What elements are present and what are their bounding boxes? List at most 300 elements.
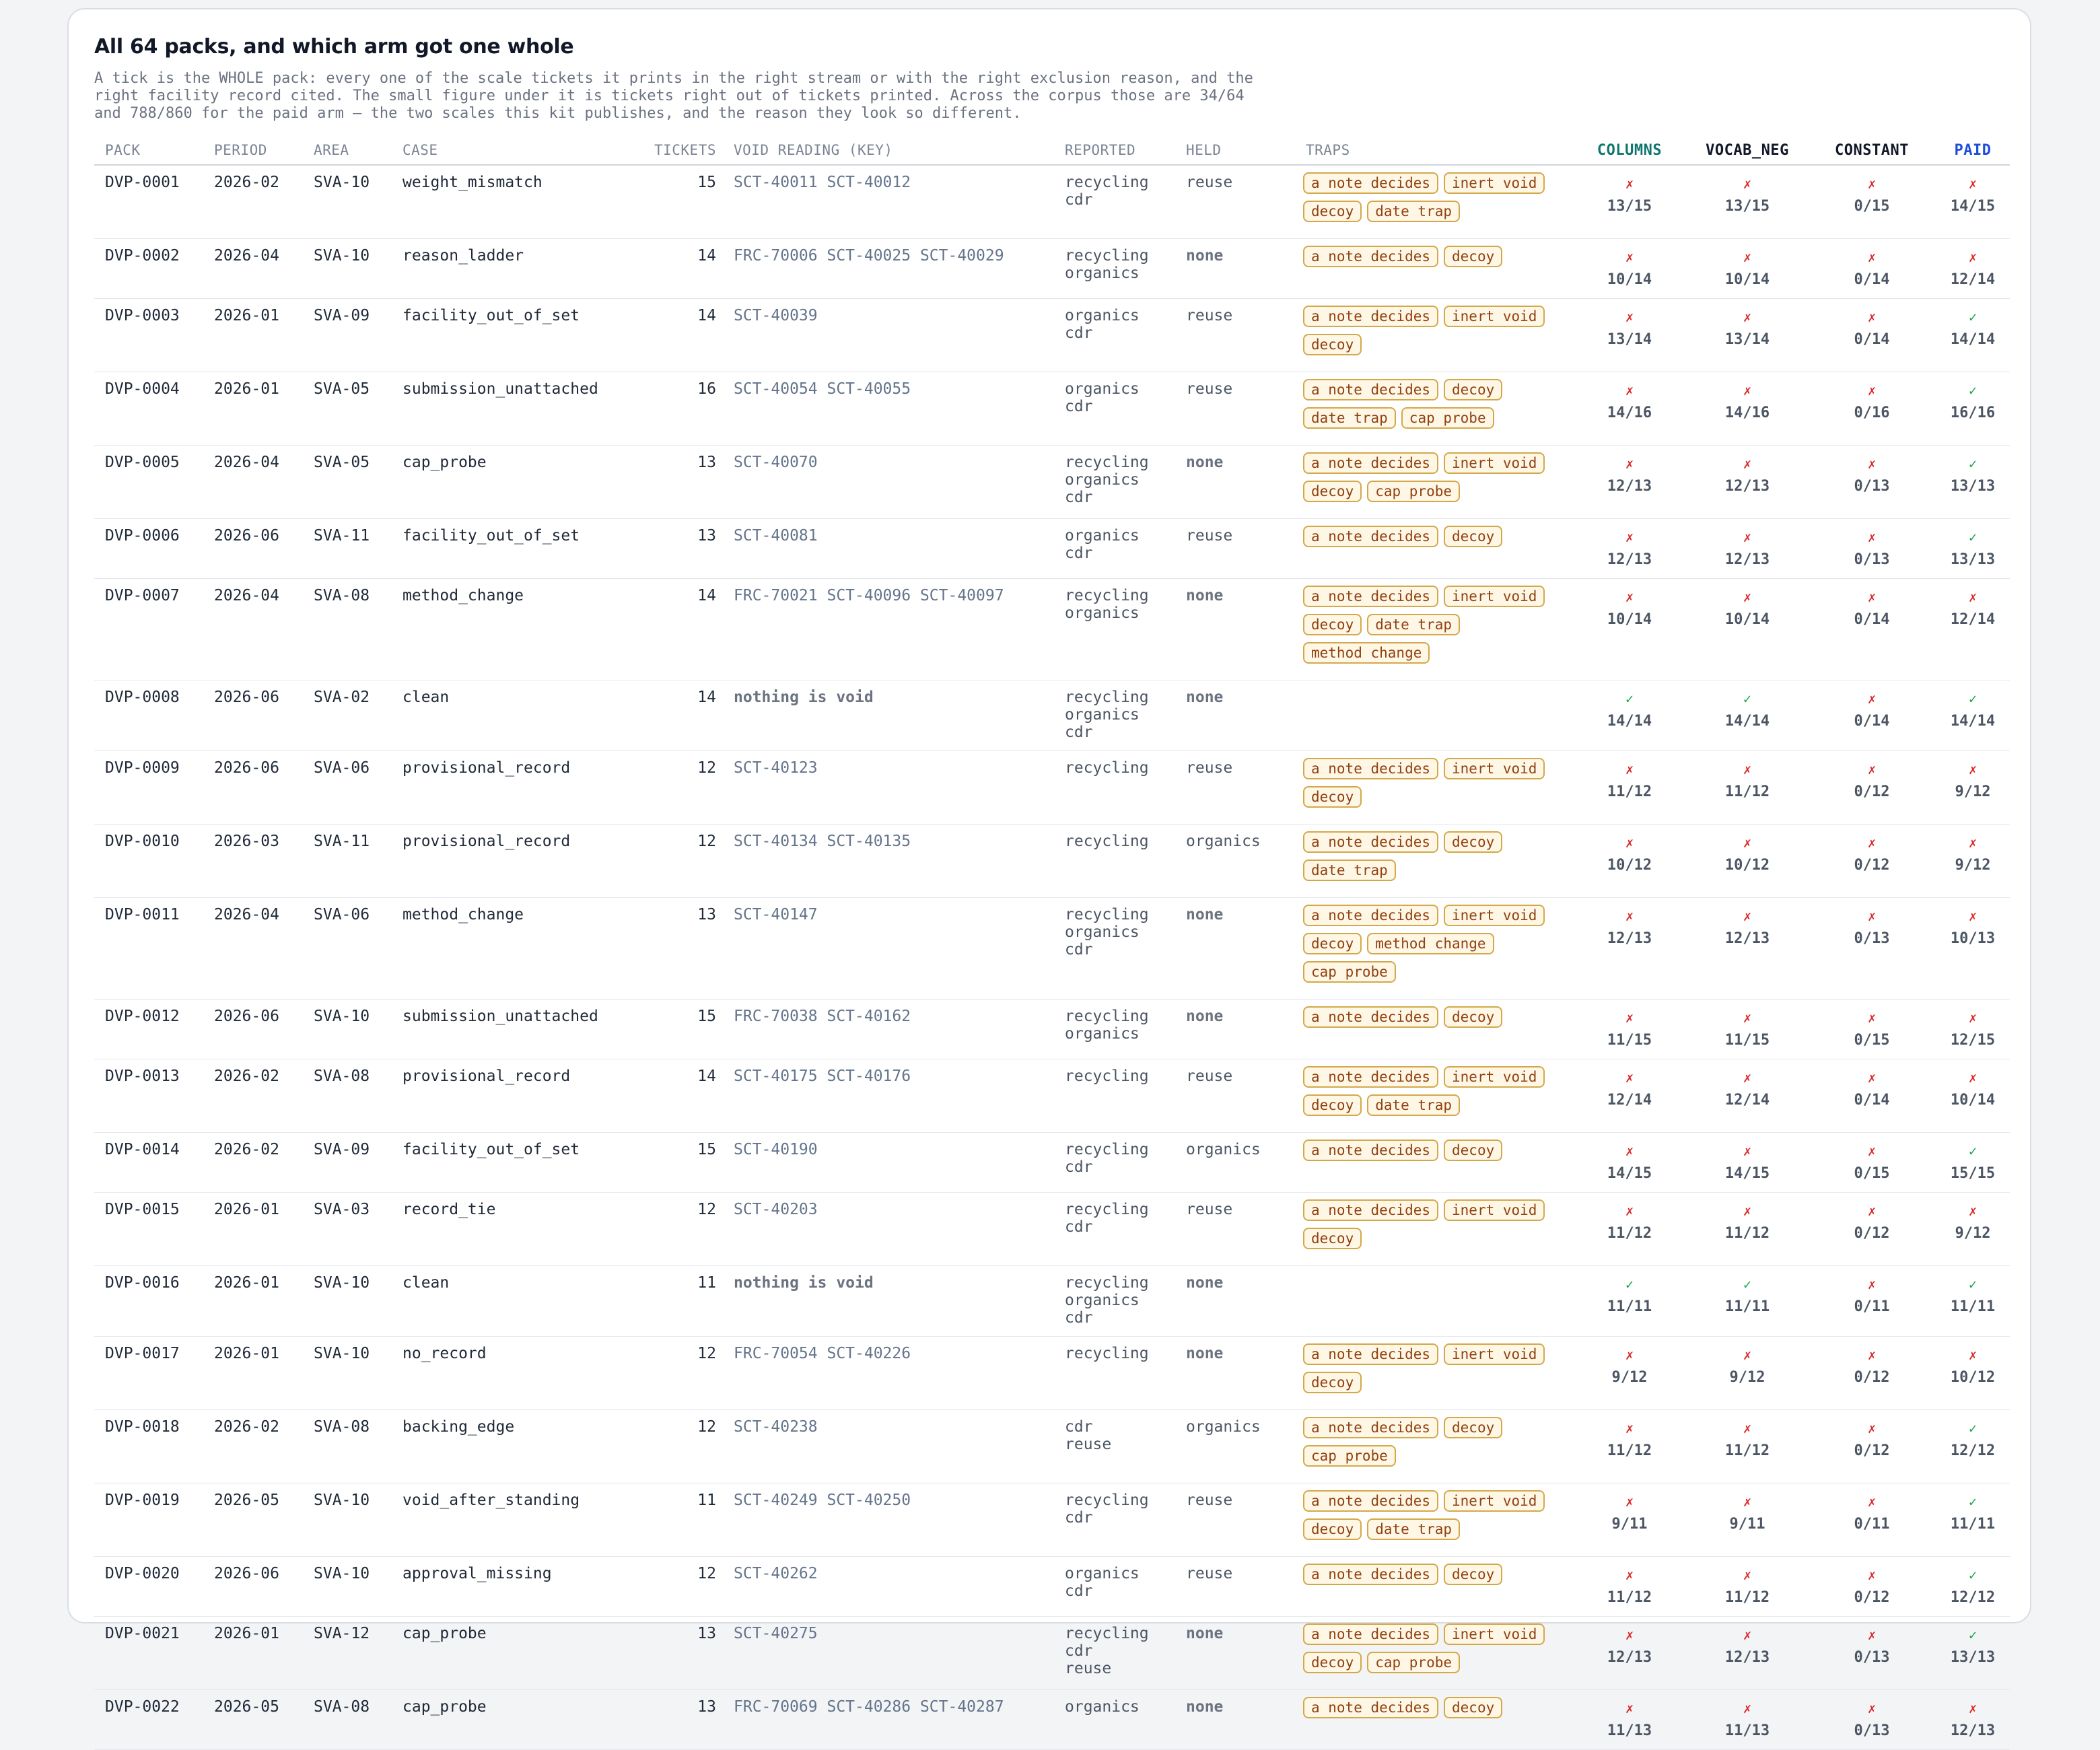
table-row[interactable] (94, 680, 2010, 751)
arm-columns-cell (1572, 825, 1687, 898)
cross-icon: ✗ (1867, 456, 1877, 472)
pack-id: DVP-0002 (94, 239, 203, 299)
tickets-right-score: 13/14 (1607, 331, 1652, 348)
area: SVA-10 (303, 1483, 392, 1557)
tickets-right-score: 9/12 (1955, 783, 1991, 800)
col-header-case[interactable]: CASE (392, 136, 638, 165)
trap-chip: inert void (1444, 1623, 1545, 1645)
trap-chip: inert void (1444, 1490, 1545, 1512)
tickets-right-score: 12/14 (1950, 271, 1996, 288)
tickets-right-score: 0/12 (1854, 857, 1890, 874)
arm-vocab-neg-cell (1687, 751, 1808, 825)
table-row[interactable] (94, 239, 2010, 299)
arm-columns-cell (1572, 1193, 1687, 1266)
check-icon: ✓ (1968, 1420, 1978, 1436)
reported-stream: recycling (1065, 689, 1149, 706)
arm-paid-cell (1936, 1690, 2010, 1750)
pack-id: DVP-0001 (94, 165, 203, 239)
col-header-columns[interactable]: COLUMNS (1572, 136, 1687, 165)
cross-icon: ✗ (1625, 529, 1634, 545)
packs-table (94, 136, 2010, 1750)
held-value: none (1186, 1274, 1224, 1292)
void-reading-cell (723, 1483, 1054, 1557)
tickets-right-score: 11/12 (1607, 1225, 1652, 1242)
table-row[interactable] (94, 1059, 2010, 1133)
held-value: reuse (1186, 307, 1233, 324)
check-icon: ✓ (1968, 382, 1978, 398)
cross-icon: ✗ (1625, 1627, 1634, 1643)
case: provisional_record (392, 825, 638, 898)
void-reading-cell (723, 1133, 1054, 1193)
check-icon: ✓ (1625, 1276, 1634, 1292)
reported-stream: recycling (1065, 1141, 1149, 1158)
reported-cell (1054, 825, 1175, 898)
tickets-right-score: 11/12 (1724, 1225, 1770, 1242)
trap-chip: a note decides (1303, 905, 1438, 926)
tickets-right-score: 10/12 (1607, 857, 1652, 874)
held-cell (1175, 1193, 1295, 1266)
reported-stream: cdr (1065, 545, 1093, 562)
table-row[interactable] (94, 1133, 2010, 1193)
tickets-right-score: 14/15 (1607, 1165, 1652, 1182)
arm-vocab-neg-cell (1687, 165, 1808, 239)
tickets-right-score: 11/13 (1607, 1722, 1652, 1739)
tickets-right-score: 10/14 (1607, 611, 1652, 628)
table-row[interactable] (94, 825, 2010, 898)
area: SVA-10 (303, 1337, 392, 1410)
table-row[interactable] (94, 1266, 2010, 1337)
trap-chip: a note decides (1303, 1006, 1438, 1028)
table-row[interactable] (94, 1000, 2010, 1059)
void-reading: SCT-40190 (734, 1141, 818, 1158)
void-reading: SCT-40203 (734, 1201, 818, 1218)
trap-chip: cap probe (1303, 961, 1396, 983)
tickets-right-score: 0/12 (1854, 783, 1890, 800)
void-reading-cell (723, 825, 1054, 898)
col-header-held[interactable]: HELD (1175, 136, 1295, 165)
tickets-right-score: 9/12 (1611, 1369, 1648, 1386)
pack-id: DVP-0005 (94, 446, 203, 519)
traps-cell (1295, 1059, 1572, 1133)
tickets-count: 12 (638, 825, 723, 898)
tickets-right-score: 12/13 (1724, 551, 1770, 568)
arm-vocab-neg-cell (1687, 372, 1808, 446)
reported-stream: recycling (1065, 906, 1149, 923)
period: 2026-04 (203, 579, 303, 680)
arm-columns-cell (1572, 1133, 1687, 1193)
tickets-right-score: 11/11 (1950, 1516, 1996, 1533)
reported-stream: organics (1065, 380, 1140, 398)
table-row[interactable] (94, 1483, 2010, 1557)
cross-icon: ✗ (1867, 382, 1877, 398)
tickets-right-score: 11/12 (1607, 1442, 1652, 1459)
trap-chip: decoy (1303, 1228, 1362, 1249)
table-row[interactable] (94, 165, 2010, 239)
reported-stream: recycling (1065, 1068, 1149, 1085)
held-value: none (1186, 1625, 1224, 1642)
reported-stream: recycling (1065, 1492, 1149, 1509)
period: 2026-06 (203, 1000, 303, 1059)
tickets-right-score: 12/13 (1724, 1649, 1770, 1666)
cross-icon: ✗ (1625, 1203, 1634, 1219)
void-reading-cell (723, 1410, 1054, 1483)
tickets-right-score: 15/15 (1950, 1165, 1996, 1182)
col-header-period[interactable]: PERIOD (203, 136, 303, 165)
tickets-right-score: 0/14 (1854, 331, 1890, 348)
area: SVA-09 (303, 1133, 392, 1193)
trap-chip: inert void (1444, 172, 1545, 194)
tickets-count: 13 (638, 1617, 723, 1690)
void-reading: SCT-40011 SCT-40012 (734, 174, 911, 191)
col-header-vocab-neg[interactable]: VOCAB_NEG (1687, 136, 1808, 165)
arm-vocab-neg-cell (1687, 579, 1808, 680)
arm-paid-cell (1936, 1000, 2010, 1059)
pack-id: DVP-0010 (94, 825, 203, 898)
held-value: reuse (1186, 1201, 1233, 1218)
void-reading: SCT-40249 SCT-40250 (734, 1492, 911, 1509)
table-header-row (94, 136, 2010, 165)
reported-cell (1054, 1337, 1175, 1410)
cross-icon: ✗ (1968, 249, 1978, 265)
table-row[interactable] (94, 1557, 2010, 1617)
trap-chip: a note decides (1303, 1697, 1438, 1718)
arm-paid-cell (1936, 1337, 2010, 1410)
reported-stream: cdr (1065, 191, 1093, 209)
cross-icon: ✗ (1625, 309, 1634, 325)
trap-chip: a note decides (1303, 1140, 1438, 1161)
area: SVA-05 (303, 446, 392, 519)
case: cap_probe (392, 1690, 638, 1750)
area: SVA-08 (303, 1059, 392, 1133)
col-header-area[interactable]: AREA (303, 136, 392, 165)
void-reading: FRC-70038 SCT-40162 (734, 1008, 911, 1025)
held-value: none (1186, 1345, 1224, 1362)
reported-stream: cdr (1065, 1158, 1093, 1176)
table-row[interactable] (94, 519, 2010, 579)
tickets-right-score: 9/11 (1729, 1516, 1765, 1533)
cross-icon: ✗ (1625, 835, 1634, 851)
period: 2026-05 (203, 1690, 303, 1750)
col-header-void-reading[interactable]: VOID READING (KEY) (723, 136, 1054, 165)
trap-chip: inert void (1444, 452, 1545, 474)
reported-stream: organics (1065, 265, 1140, 282)
tickets-right-score: 0/14 (1854, 271, 1890, 288)
trap-chip: date trap (1303, 407, 1396, 429)
arm-paid-cell (1936, 751, 2010, 825)
cross-icon: ✗ (1867, 908, 1877, 924)
col-header-paid[interactable]: PAID (1936, 136, 2010, 165)
held-value: reuse (1186, 759, 1233, 777)
trap-chip: date trap (1367, 1518, 1460, 1540)
void-reading: nothing is void (734, 689, 874, 706)
arm-constant-cell (1808, 579, 1936, 680)
arm-columns-cell (1572, 579, 1687, 680)
cross-icon: ✗ (1743, 1494, 1752, 1510)
void-reading: FRC-70054 SCT-40226 (734, 1345, 911, 1362)
area: SVA-10 (303, 239, 392, 299)
tickets-right-score: 11/15 (1724, 1032, 1770, 1049)
held-cell (1175, 825, 1295, 898)
cross-icon: ✗ (1867, 691, 1877, 707)
void-reading-cell (723, 239, 1054, 299)
tickets-right-score: 12/14 (1950, 611, 1996, 628)
reported-stream: recycling (1065, 1625, 1149, 1642)
case: provisional_record (392, 1059, 638, 1133)
tickets-right-score: 14/16 (1607, 405, 1652, 421)
check-icon: ✓ (1968, 1567, 1978, 1583)
void-reading: SCT-40275 (734, 1625, 818, 1642)
cross-icon: ✗ (1625, 176, 1634, 192)
arm-vocab-neg-cell (1687, 1266, 1808, 1337)
traps-cell (1295, 1266, 1572, 1337)
held-cell (1175, 1000, 1295, 1059)
trap-chip: date trap (1303, 860, 1396, 881)
check-icon: ✓ (1625, 691, 1634, 707)
trap-chip: a note decides (1303, 831, 1438, 853)
void-reading-cell (723, 372, 1054, 446)
pack-id: DVP-0017 (94, 1337, 203, 1410)
void-reading: FRC-70069 SCT-40286 SCT-40287 (734, 1698, 1004, 1716)
reported-stream: recycling (1065, 1345, 1149, 1362)
arm-paid-cell (1936, 1617, 2010, 1690)
col-header-constant[interactable]: CONSTANT (1808, 136, 1936, 165)
tickets-right-score: 0/13 (1854, 1649, 1890, 1666)
tickets-count: 12 (638, 1410, 723, 1483)
reported-stream: organics (1065, 1565, 1140, 1582)
period: 2026-04 (203, 446, 303, 519)
arm-columns-cell (1572, 680, 1687, 751)
tickets-right-score: 13/14 (1724, 331, 1770, 348)
tickets-right-score: 0/15 (1854, 1165, 1890, 1182)
table-row[interactable] (94, 1193, 2010, 1266)
trap-chip: cap probe (1401, 407, 1494, 429)
tickets-right-score: 0/14 (1854, 1092, 1890, 1109)
trap-chip: decoy (1444, 379, 1502, 400)
void-reading-cell (723, 751, 1054, 825)
trap-chip: inert void (1444, 1343, 1545, 1365)
packs-table-body (94, 165, 2010, 1750)
table-row[interactable] (94, 751, 2010, 825)
col-header-pack[interactable]: PACK (94, 136, 203, 165)
trap-chip: decoy (1303, 1652, 1362, 1673)
reported-cell (1054, 898, 1175, 1000)
reported-stream: cdr (1065, 489, 1093, 506)
trap-chip: cap probe (1367, 1652, 1460, 1673)
reported-cell (1054, 165, 1175, 239)
tickets-right-score: 14/16 (1724, 405, 1770, 421)
cross-icon: ✗ (1743, 249, 1752, 265)
held-cell (1175, 1059, 1295, 1133)
period: 2026-06 (203, 751, 303, 825)
tickets-right-score: 11/11 (1950, 1298, 1996, 1315)
table-row[interactable] (94, 1410, 2010, 1483)
col-header-tickets[interactable]: TICKETS (638, 136, 723, 165)
arm-columns-cell (1572, 165, 1687, 239)
period: 2026-06 (203, 1557, 303, 1617)
table-row[interactable] (94, 372, 2010, 446)
tickets-right-score: 11/11 (1607, 1298, 1652, 1315)
case: facility_out_of_set (392, 299, 638, 372)
arm-columns-cell (1572, 751, 1687, 825)
trap-chip: a note decides (1303, 1490, 1438, 1512)
cross-icon: ✗ (1743, 382, 1752, 398)
tickets-right-score: 13/15 (1607, 198, 1652, 215)
cross-icon: ✗ (1743, 589, 1752, 605)
cross-icon: ✗ (1743, 176, 1752, 192)
held-value: none (1186, 689, 1224, 706)
held-value: reuse (1186, 1565, 1233, 1582)
table-row[interactable] (94, 579, 2010, 680)
area: SVA-08 (303, 1690, 392, 1750)
reported-stream: cdr (1065, 724, 1093, 741)
cross-icon: ✗ (1867, 309, 1877, 325)
cross-icon: ✗ (1743, 1567, 1752, 1583)
pack-id: DVP-0022 (94, 1690, 203, 1750)
arm-vocab-neg-cell (1687, 825, 1808, 898)
pack-id: DVP-0014 (94, 1133, 203, 1193)
cross-icon: ✗ (1867, 176, 1877, 192)
cross-icon: ✗ (1968, 589, 1978, 605)
trap-chip: date trap (1367, 201, 1460, 222)
reported-cell (1054, 1059, 1175, 1133)
pack-id: DVP-0020 (94, 1557, 203, 1617)
table-row[interactable] (94, 1617, 2010, 1690)
held-cell (1175, 1410, 1295, 1483)
arm-constant-cell (1808, 519, 1936, 579)
tickets-right-score: 11/12 (1607, 783, 1652, 800)
cross-icon: ✗ (1968, 1700, 1978, 1716)
arm-paid-cell (1936, 1557, 2010, 1617)
table-row[interactable] (94, 446, 2010, 519)
trap-chip: inert void (1444, 905, 1545, 926)
arm-paid-cell (1936, 579, 2010, 680)
case: method_change (392, 898, 638, 1000)
void-reading-cell (723, 519, 1054, 579)
pack-id: DVP-0021 (94, 1617, 203, 1690)
tickets-count: 12 (638, 1337, 723, 1410)
held-cell (1175, 165, 1295, 239)
reported-stream: organics (1065, 706, 1140, 724)
reported-stream: recycling (1065, 1274, 1149, 1292)
held-value: organics (1186, 1418, 1261, 1436)
reported-stream: organics (1065, 604, 1140, 622)
case: no_record (392, 1337, 638, 1410)
cross-icon: ✗ (1867, 1070, 1877, 1086)
tickets-right-score: 10/14 (1950, 1092, 1996, 1109)
trap-chip: decoy (1303, 1518, 1362, 1540)
col-header-reported[interactable]: REPORTED (1054, 136, 1175, 165)
col-header-traps[interactable]: TRAPS (1295, 136, 1572, 165)
trap-chip: a note decides (1303, 379, 1438, 400)
arm-columns-cell (1572, 239, 1687, 299)
void-reading: FRC-70006 SCT-40025 SCT-40029 (734, 247, 1004, 265)
held-value: reuse (1186, 527, 1233, 545)
tickets-right-score: 0/12 (1854, 1225, 1890, 1242)
case: approval_missing (392, 1557, 638, 1617)
arm-vocab-neg-cell (1687, 519, 1808, 579)
traps-cell (1295, 825, 1572, 898)
reported-cell (1054, 1557, 1175, 1617)
held-cell (1175, 579, 1295, 680)
case: submission_unattached (392, 1000, 638, 1059)
table-row[interactable] (94, 1337, 2010, 1410)
traps-cell (1295, 1337, 1572, 1410)
check-icon: ✓ (1968, 1627, 1978, 1643)
tickets-count: 11 (638, 1266, 723, 1337)
void-reading-cell (723, 1193, 1054, 1266)
tickets-right-score: 14/14 (1607, 713, 1652, 730)
traps-cell (1295, 519, 1572, 579)
table-row[interactable] (94, 299, 2010, 372)
reported-cell (1054, 1266, 1175, 1337)
traps-cell (1295, 751, 1572, 825)
trap-chip: a note decides (1303, 1343, 1438, 1365)
check-icon: ✓ (1968, 1143, 1978, 1159)
trap-chip: cap probe (1367, 481, 1460, 502)
arm-columns-cell (1572, 1000, 1687, 1059)
arm-constant-cell (1808, 1133, 1936, 1193)
arm-vocab-neg-cell (1687, 1690, 1808, 1750)
area: SVA-03 (303, 1193, 392, 1266)
held-cell (1175, 372, 1295, 446)
trap-chip: decoy (1444, 1006, 1502, 1028)
tickets-right-score: 10/12 (1950, 1369, 1996, 1386)
cross-icon: ✗ (1867, 589, 1877, 605)
cross-icon: ✗ (1743, 309, 1752, 325)
area: SVA-08 (303, 1410, 392, 1483)
cross-icon: ✗ (1743, 761, 1752, 777)
period: 2026-01 (203, 1193, 303, 1266)
cross-icon: ✗ (1867, 1494, 1877, 1510)
reported-stream: cdr (1065, 1582, 1093, 1600)
held-value: reuse (1186, 174, 1233, 191)
tickets-right-score: 0/15 (1854, 198, 1890, 215)
void-reading-cell (723, 1337, 1054, 1410)
cross-icon: ✗ (1625, 1700, 1634, 1716)
cross-icon: ✗ (1743, 456, 1752, 472)
case: cap_probe (392, 446, 638, 519)
cross-icon: ✗ (1867, 761, 1877, 777)
reported-stream: recycling (1065, 174, 1149, 191)
held-cell (1175, 1483, 1295, 1557)
trap-chip: decoy (1444, 526, 1502, 547)
cross-icon: ✗ (1968, 1347, 1978, 1363)
area: SVA-02 (303, 680, 392, 751)
table-row[interactable] (94, 898, 2010, 1000)
held-cell (1175, 751, 1295, 825)
traps-cell (1295, 1193, 1572, 1266)
cross-icon: ✗ (1867, 1567, 1877, 1583)
area: SVA-10 (303, 165, 392, 239)
period: 2026-02 (203, 165, 303, 239)
held-value: none (1186, 906, 1224, 923)
tickets-right-score: 14/15 (1724, 1165, 1770, 1182)
reported-stream: cdr (1065, 941, 1093, 958)
tickets-right-score: 11/12 (1724, 1589, 1770, 1606)
held-cell (1175, 239, 1295, 299)
cross-icon: ✗ (1625, 1010, 1634, 1026)
reported-cell (1054, 579, 1175, 680)
trap-chip: a note decides (1303, 1066, 1438, 1088)
reported-stream: organics (1065, 307, 1140, 324)
table-row[interactable] (94, 1690, 2010, 1750)
reported-stream: cdr (1065, 398, 1093, 415)
arm-paid-cell (1936, 825, 2010, 898)
tickets-right-score: 0/16 (1854, 405, 1890, 421)
check-icon: ✓ (1968, 691, 1978, 707)
cross-icon: ✗ (1968, 761, 1978, 777)
tickets-count: 13 (638, 1690, 723, 1750)
